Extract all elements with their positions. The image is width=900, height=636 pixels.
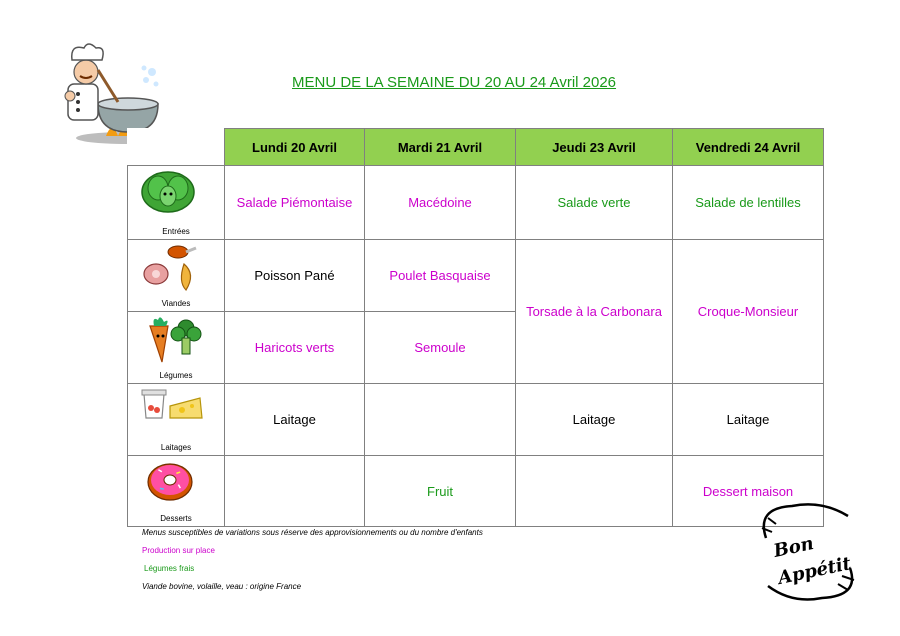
menu-cell-laitage-vendredi: Laitage xyxy=(673,384,824,456)
logo-text-bon: Bon xyxy=(771,532,816,562)
category-cell-viandes xyxy=(128,240,225,312)
menu-cell-legume-mardi: Semoule xyxy=(365,312,516,384)
category-cell-laitages xyxy=(128,384,225,456)
category-cell-entrees xyxy=(128,166,225,240)
origine-note: Viande bovine, volaille, veau : origine France xyxy=(142,582,302,591)
menu-cell-plat-vendredi: Croque-Monsieur xyxy=(673,240,824,384)
category-label-laitages: Laitages xyxy=(160,443,192,452)
donut-icon xyxy=(146,460,196,502)
day-header-vendredi: Vendredi 24 Avril xyxy=(673,129,824,166)
menu-cell-legume-lundi: Haricots verts xyxy=(225,312,365,384)
day-header-jeudi: Jeudi 23 Avril xyxy=(516,129,673,166)
logo-text-appetit: Appétit xyxy=(776,553,853,590)
menu-cell-dessert-lundi xyxy=(225,456,365,527)
production-note: Production sur place xyxy=(142,546,215,555)
legumes-frais-note: Légumes frais xyxy=(144,564,195,573)
menu-cell-entree-mardi: Macédoine xyxy=(365,166,516,240)
vegetables-icon xyxy=(140,316,204,366)
category-label-desserts: Desserts xyxy=(160,514,192,523)
lettuce-icon xyxy=(140,170,196,214)
menu-cell-entree-lundi: Salade Piémontaise xyxy=(225,166,365,240)
page-title: MENU DE LA SEMAINE DU 20 AU 24 Avril 2026 xyxy=(292,74,617,91)
menu-cell-laitage-mardi xyxy=(365,384,516,456)
menu-cell-viande-mardi: Poulet Basquaise xyxy=(365,240,516,312)
meat-fish-icon xyxy=(140,244,200,294)
table-corner xyxy=(128,129,225,166)
day-header-mardi: Mardi 21 Avril xyxy=(365,129,516,166)
dairy-icon xyxy=(140,388,204,422)
variations-note: Menus susceptibles de variations sous réserve des approvisionnements ou du nombre d'enfants xyxy=(142,528,483,537)
category-cell-legumes xyxy=(128,312,225,384)
menu-cell-dessert-mardi: Fruit xyxy=(365,456,516,527)
menu-cell-entree-vendredi: Salade de lentilles xyxy=(673,166,824,240)
menu-cell-laitage-jeudi: Laitage xyxy=(516,384,673,456)
menu-cell-plat-jeudi: Torsade à la Carbonara xyxy=(516,240,673,384)
day-header-lundi: Lundi 20 Avril xyxy=(225,129,365,166)
menu-cell-dessert-vendredi: Dessert maison xyxy=(673,456,824,527)
bon-appetit-logo xyxy=(752,498,864,606)
category-cell-desserts xyxy=(128,456,225,527)
menu-cell-dessert-jeudi xyxy=(516,456,673,527)
menu-cell-viande-lundi: Poisson Pané xyxy=(225,240,365,312)
menu-cell-laitage-lundi: Laitage xyxy=(225,384,365,456)
category-label-viandes: Viandes xyxy=(161,299,191,308)
menu-cell-entree-jeudi: Salade verte xyxy=(516,166,673,240)
category-label-entrees: Entrées xyxy=(162,227,190,236)
category-label-legumes: Légumes xyxy=(159,371,193,380)
menu-table xyxy=(127,128,824,527)
